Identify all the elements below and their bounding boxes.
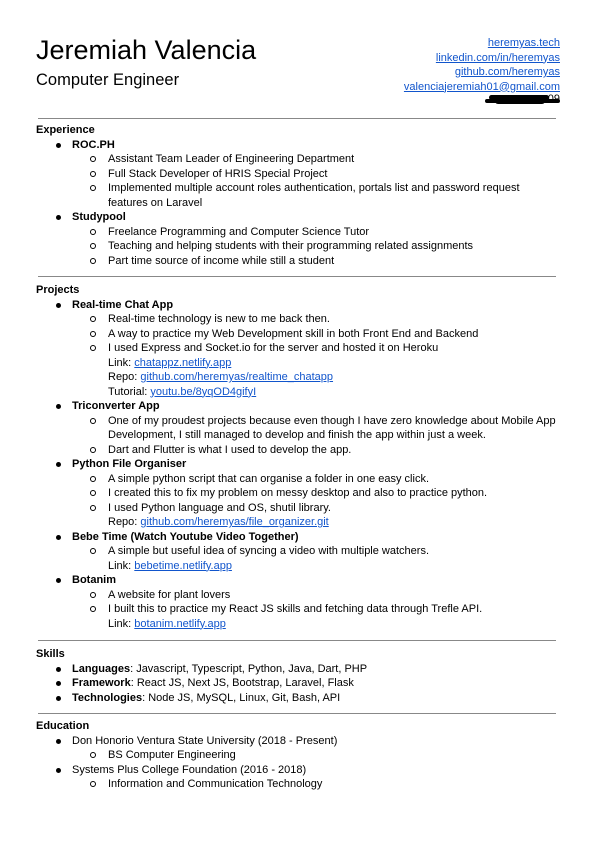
- sub-item: [72, 341, 560, 399]
- education-section: [36, 719, 560, 792]
- phone-redaction-mark: [485, 95, 560, 105]
- list-item: [36, 734, 560, 763]
- projects-heading: Projects: [36, 284, 80, 296]
- item-title: Real-time Chat App: [72, 298, 174, 311]
- skill-value: : React JS, Next JS, Bootstrap, Laravel, Flask: [130, 677, 354, 689]
- education-list: [36, 734, 560, 792]
- email-link[interactable]: valenciajeremiah01@gmail.com: [403, 80, 560, 93]
- sub-item-line: BS Computer Engineering: [108, 749, 236, 761]
- sub-item-line: One of my proudest projects because even though I have zero knowledge about Mobile App: [108, 414, 556, 427]
- sub-item-line: A simple python script that can organise a folder in one easy click.: [108, 472, 430, 485]
- projects-list: [36, 298, 560, 632]
- sub-item: [72, 544, 560, 573]
- github-link[interactable]: github.com/heremyas: [454, 66, 560, 78]
- sub-item: [72, 181, 560, 210]
- link-label: Link:: [108, 356, 135, 369]
- divider-projects: [38, 640, 556, 641]
- projects-section: [36, 283, 560, 631]
- sub-item-line: [108, 356, 560, 371]
- link-label: Link:: [108, 617, 135, 630]
- education-heading: Education: [36, 720, 90, 732]
- sub-item-line: Real-time technology is new to me back then.: [108, 313, 330, 325]
- project-link[interactable]: chatappz.netlify.app: [134, 356, 232, 369]
- candidate-name: Jeremiah Valencia: [36, 35, 257, 65]
- sub-item-line: Part time source of income while still a student: [108, 254, 335, 267]
- project-link[interactable]: youtu.be/8yqOD4gifyI: [150, 385, 257, 398]
- sub-item-line: [108, 515, 560, 530]
- sub-item-line: Dart and Flutter is what I used to develop the app.: [108, 443, 352, 456]
- sub-item: [72, 777, 560, 792]
- experience-heading: Experience: [36, 124, 95, 136]
- item-title: Botanim: [72, 574, 116, 586]
- sub-item-line: Full Stack Developer of HRIS Special Project: [108, 167, 328, 180]
- list-item: [36, 573, 560, 631]
- website-link[interactable]: heremyas.tech: [487, 37, 560, 49]
- skills-heading: Skills: [36, 648, 65, 660]
- item-title: Systems Plus College Foundation (2016 - 2018): [72, 763, 307, 776]
- item-title: Bebe Time (Watch Youtube Video Together): [72, 530, 299, 543]
- sub-item-line: I created this to fix my problem on messy desktop and also to practice python.: [108, 487, 488, 499]
- sub-item-line: I built this to practice my React JS skills and fetching data through Trefle API.: [108, 603, 483, 615]
- sub-item: [72, 312, 560, 327]
- list-item: [36, 763, 560, 792]
- project-link[interactable]: github.com/heremyas/file_organizer.git: [140, 516, 329, 528]
- divider-skills: [38, 713, 556, 714]
- divider-experience: [38, 276, 556, 277]
- contact-links: [404, 36, 560, 104]
- sub-item: [72, 327, 560, 342]
- divider-header: [38, 118, 556, 119]
- project-link[interactable]: bebetime.netlify.app: [134, 559, 232, 572]
- skill-item: [36, 691, 560, 706]
- candidate-title: Computer Engineer: [36, 71, 180, 89]
- sub-item: [72, 748, 560, 763]
- link-label: Tutorial:: [108, 385, 151, 398]
- skill-value: : Node JS, MySQL, Linux, Git, Bash, API: [142, 691, 341, 704]
- sub-item-line: Information and Communication Technology: [108, 778, 323, 790]
- sub-item-line: I used Express and Socket.io for the server and hosted it on Heroku: [108, 342, 439, 354]
- sub-item-line: A way to practice my Web Development skill in both Front End and Backend: [108, 327, 479, 340]
- list-item: [36, 298, 560, 400]
- sub-item: [72, 588, 560, 603]
- sub-item: [72, 486, 560, 501]
- link-label: Repo:: [108, 371, 141, 383]
- sub-item: [72, 167, 560, 182]
- link-label: Link:: [108, 559, 135, 572]
- item-title: Triconverter App: [72, 400, 160, 412]
- sub-item-line: I used Python language and OS, shutil library.: [108, 501, 331, 514]
- sub-item-line: Teaching and helping students with their programming related assignments: [108, 240, 474, 252]
- list-item: [36, 530, 560, 574]
- sub-item-line: Freelance Programming and Computer Science Tutor: [108, 225, 370, 238]
- linkedin-link[interactable]: linkedin.com/in/heremyas: [435, 51, 560, 64]
- sub-item-line: [108, 559, 560, 574]
- item-title: Studypool: [72, 211, 126, 223]
- sub-item-line: Implemented multiple account roles authentication, portals list and password request: [108, 182, 520, 194]
- skills-section: [36, 647, 560, 705]
- list-item: [36, 399, 560, 457]
- experience-section: [36, 123, 560, 268]
- sub-item: [72, 414, 560, 443]
- sub-item-line: A simple but useful idea of syncing a video with multiple watchers.: [108, 545, 429, 557]
- item-title: ROC.PH: [72, 138, 115, 151]
- sub-item-line: Development, I still managed to develop and finish the app within just a week.: [108, 429, 486, 441]
- sub-item: [72, 472, 560, 487]
- sub-item: [72, 501, 560, 530]
- skill-label: Framework: [72, 677, 131, 689]
- list-item: [36, 210, 560, 268]
- sub-item-line: [108, 617, 560, 632]
- sub-item: [72, 225, 560, 240]
- experience-list: [36, 138, 560, 269]
- sub-item: [72, 152, 560, 167]
- link-label: Repo:: [108, 516, 141, 528]
- skill-label: Technologies: [72, 691, 143, 704]
- sub-item-line: [108, 385, 560, 400]
- skills-list: [36, 662, 560, 706]
- sub-item-line: features on Laravel: [108, 196, 203, 209]
- list-item: [36, 457, 560, 530]
- skill-item: [36, 662, 560, 677]
- sub-item: [72, 443, 560, 458]
- item-title: Python File Organiser: [72, 458, 187, 470]
- sub-item-line: A website for plant lovers: [108, 588, 231, 601]
- project-link[interactable]: botanim.netlify.app: [134, 617, 226, 630]
- item-title: Don Honorio Ventura State University (2018 - Present): [72, 734, 338, 747]
- skill-label: Languages: [72, 662, 131, 675]
- skill-value: : Javascript, Typescript, Python, Java, Dart, PHP: [130, 662, 368, 675]
- sub-item: [72, 254, 560, 269]
- sub-item-line: Assistant Team Leader of Engineering Department: [108, 153, 355, 165]
- skill-item: [36, 676, 560, 691]
- sub-item-line: [108, 370, 560, 385]
- sub-item: [72, 602, 560, 631]
- list-item: [36, 138, 560, 211]
- sub-item: [72, 239, 560, 254]
- project-link[interactable]: github.com/heremyas/realtime_chatapp: [140, 371, 334, 383]
